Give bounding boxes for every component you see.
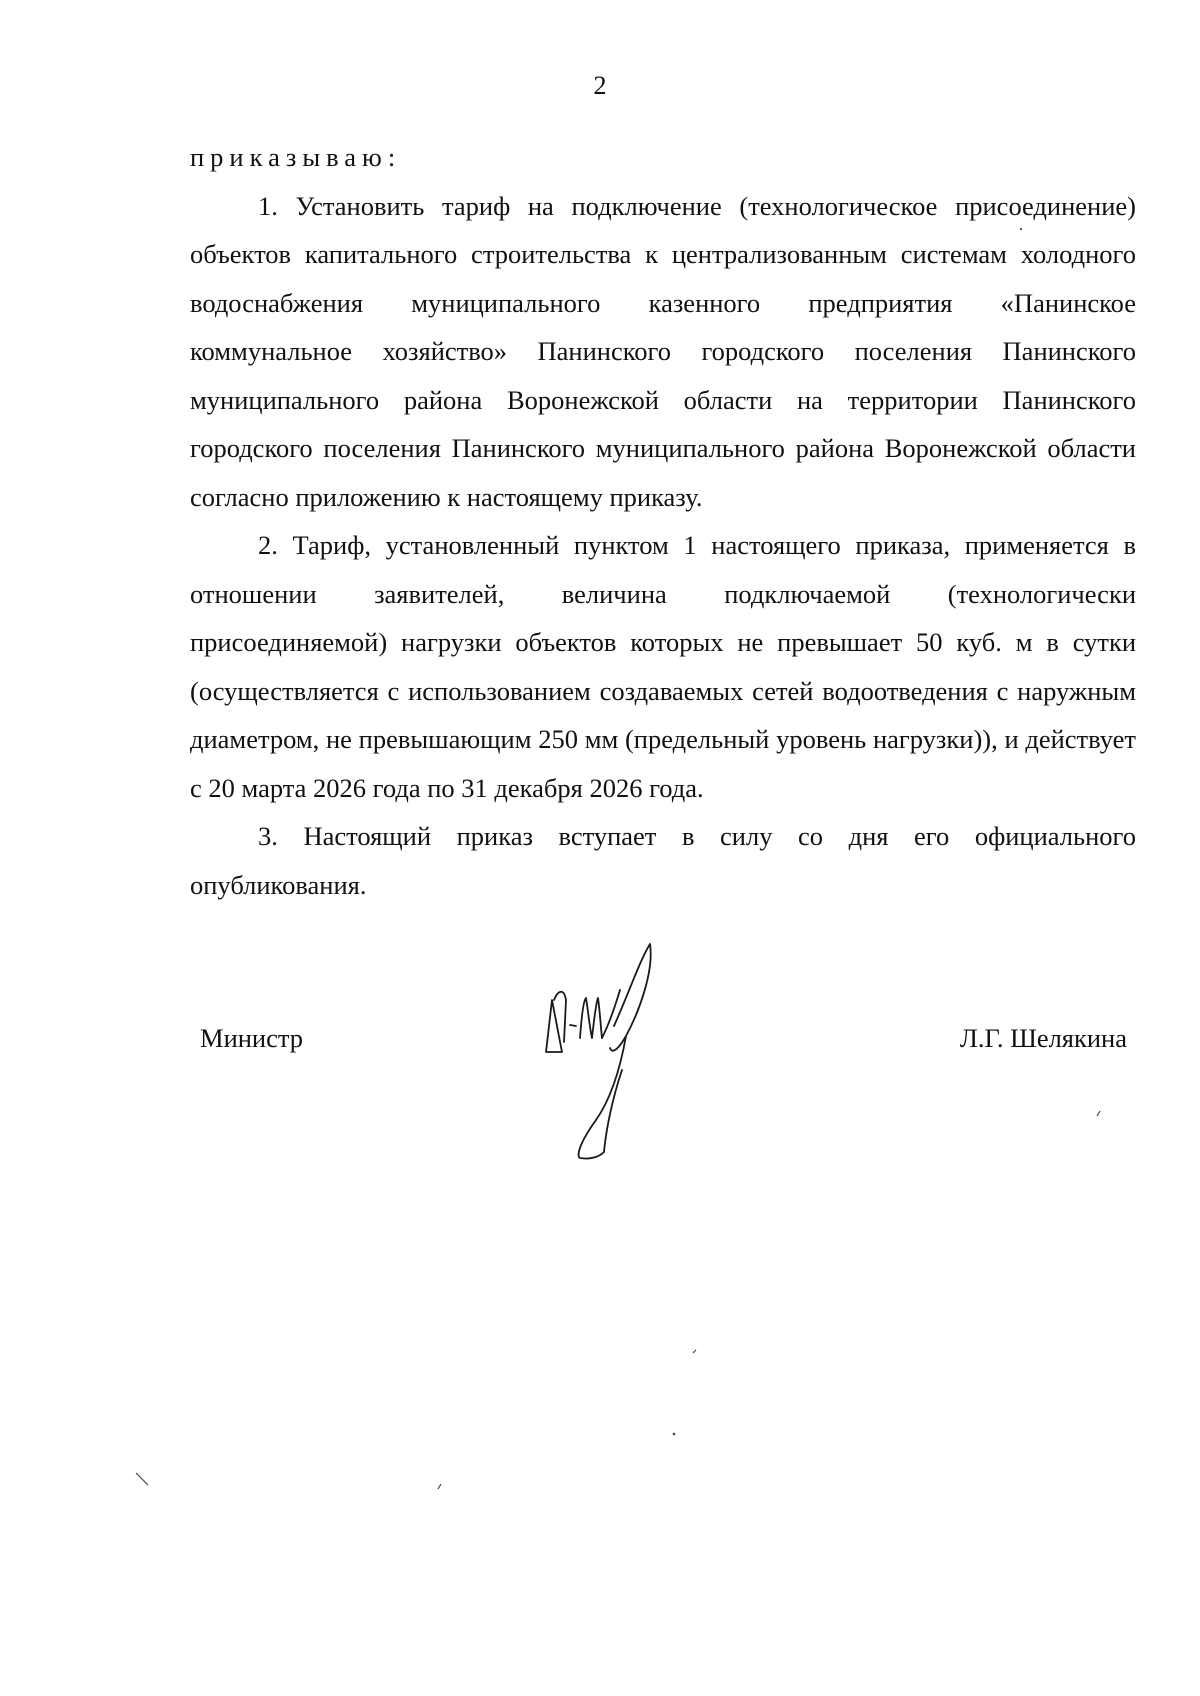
signer-name: Л.Г. Шелякина [959,1023,1127,1053]
scan-speck [690,1346,700,1356]
document-body [190,133,1136,909]
order-word: приказываю: [190,142,402,172]
handwritten-signature [540,930,670,1160]
scan-speck [435,1481,445,1491]
signer-position: Министр [200,1023,304,1053]
paragraph-2: 2. Тариф, установленный пунктом 1 настоящего приказа, применяется в отношении заявителей, величина подключаемой (технологически присоединяемой) нагрузки объектов которых не превышает 50 куб. м в сутки (осуществляется с использованием создаваемых сетей водоотведения с наружным диаметром, не превышающим 250 мм (предельный уровень нагрузки)), и действует с 20 марта 2026 года по 31 декабря 2026 года. [190,530,1136,803]
scan-speck [670,1430,678,1438]
paragraph-1: 1. Установить тариф на подключение (технологическое присоединение) объектов капитального строительства к централизованным системам холодного водоснабжения муниципального казенного предприятия «Панинское коммунальное хозяйство» Панинского городского поселения Панинского муниципального района Воронежской области на территории Панинского городского поселения Панинского муниципального района Воронежской области согласно приложению к настоящему приказу. [190,190,1136,512]
scan-speck [134,1471,152,1489]
scan-speck [1095,1108,1105,1118]
page-number: 2 [593,71,607,100]
paragraph-3: 3. Настоящий приказ вступает в силу со дня его официального опубликования. [190,821,1136,900]
scan-speck [1018,226,1024,232]
